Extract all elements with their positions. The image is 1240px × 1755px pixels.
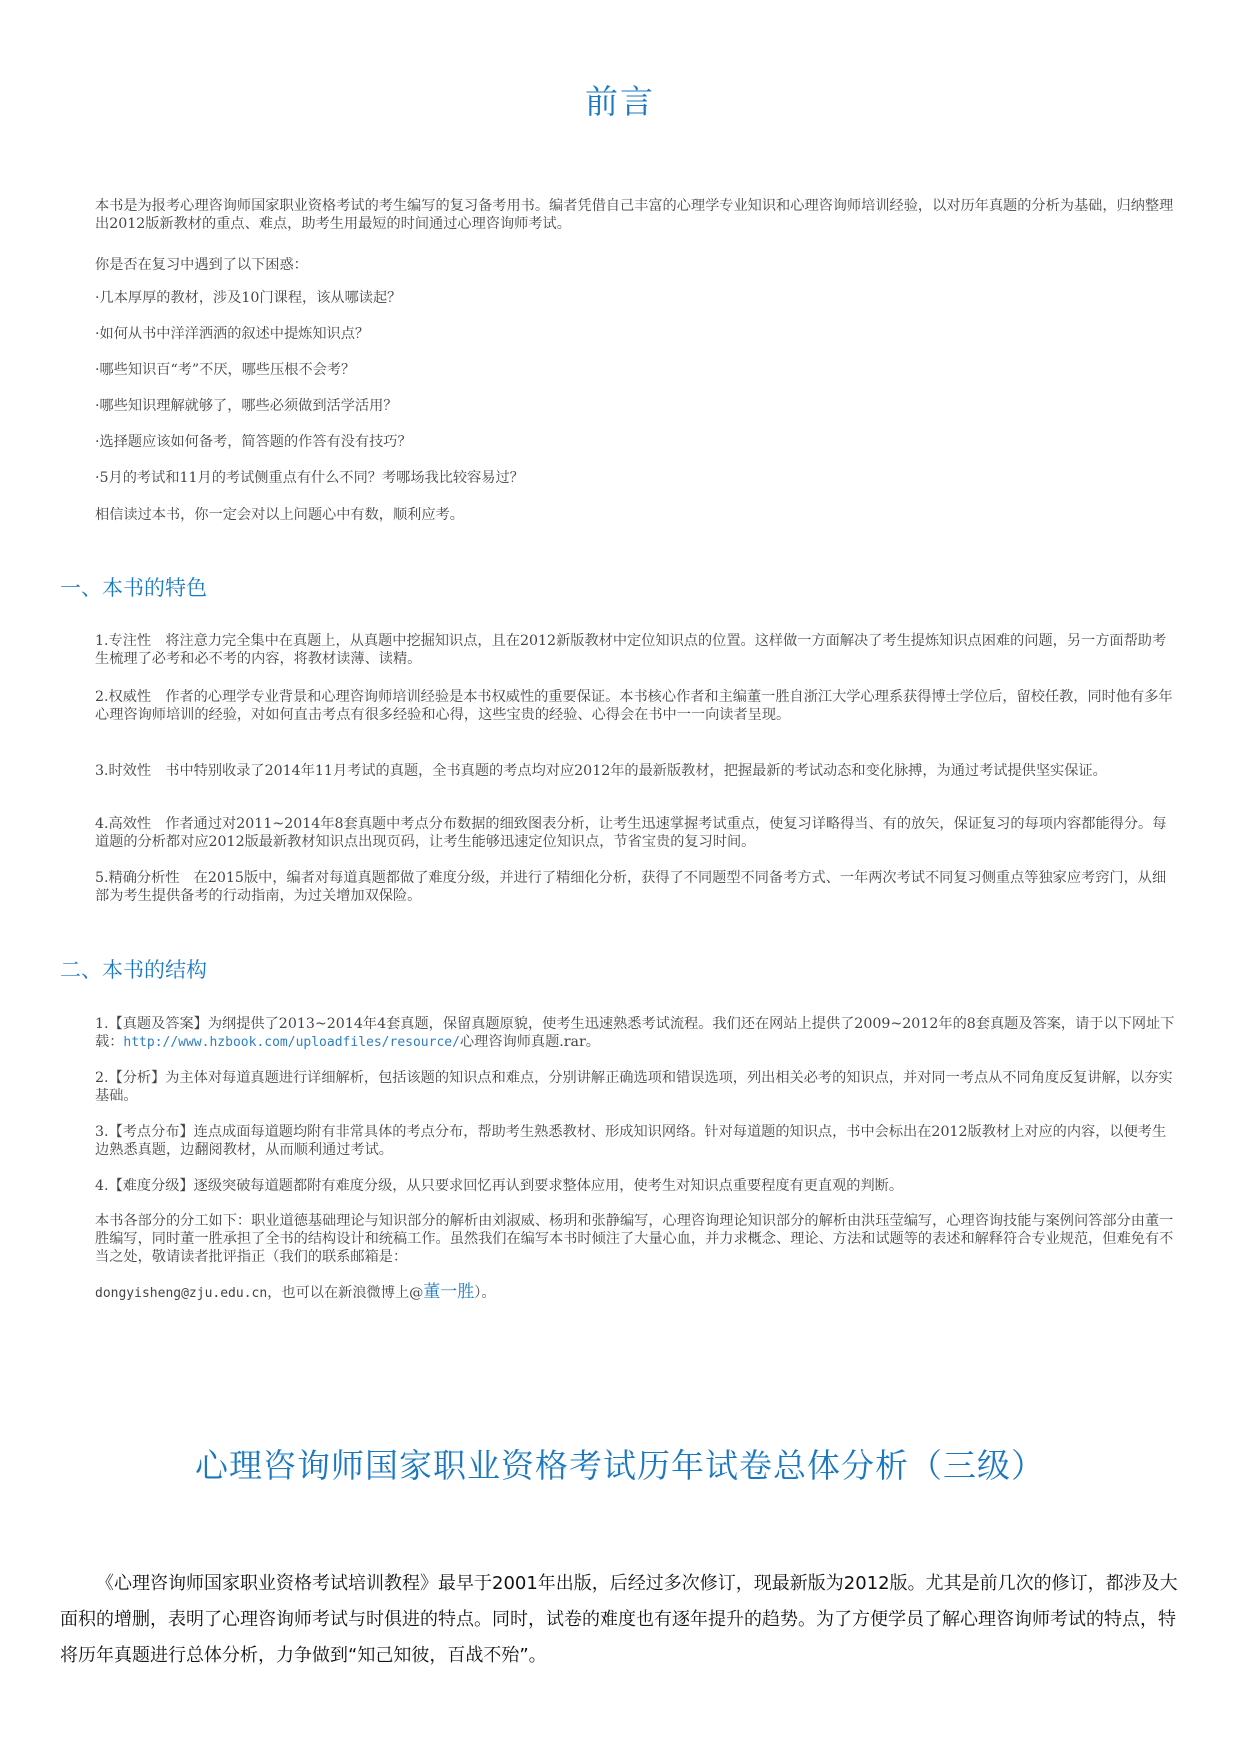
question-item: ·选择题应该如何备考，简答题的作答有没有技巧？ [95, 434, 412, 450]
preface-closing: 相信读过本书，你一定会对以上问题心中有数，顺利应考。 [95, 507, 464, 523]
structure-item-1-text: 1.【真题及答案】为纲提供了2013~2014年4套真题，保留真题原貌，使考生迅速熟悉考试流程。我们还在网站上提供了2009~2012年的8套真题及答案，请于以下网址下载： [95, 1016, 1175, 1050]
question-item: ·如何从书中洋洋洒洒的叙述中提炼知识点？ [95, 326, 370, 342]
division-paragraph: 本书各部分的分工如下：职业道德基础理论与知识部分的解析由刘淑威、杨玥和张静编写，心理咨询理论知识部分的解析由洪珏莹编写，心理咨询技能与案例问答部分由董一胜编写，同时董一胜承担了全书的结构设计和统稿工作。虽然我们在编写本书时倾注了大量心血，并力求概念、理论、方法和试题等的表述和解释符合专业规范，但难免有不当之处，敬请读者批评指正（我们的联系邮箱是： [95, 1213, 1174, 1265]
preface-title: 前言 [585, 82, 655, 121]
structure-heading: 二、本书的结构 [60, 958, 207, 982]
structure-item-1-file: 心理咨询师真题.rar。 [459, 1034, 600, 1050]
feature-item: 4.高效性 作者通过对2011~2014年8套真题中考点分布数据的细致图表分析，让考生迅速掌握考试重点，使复习详略得当、有的放矢，保证复习的每项内容都能得分。每道题的分析都对应2012版最新教材知识点出现页码，让考生能够迅速定位知识点，节省宝贵的复习时间。 [95, 816, 1167, 850]
preface-intro: 本书是为报考心理咨询师国家职业资格考试的考生编写的复习备考用书。编者凭借自己丰富的心理学专业知识和心理咨询师培训经验，以对历年真题的分析为基础，归纳整理出2012版新教材的重点、难点，助考生用最短的时间通过心理咨询师考试。 [95, 198, 1174, 232]
question-item: ·哪些知识理解就够了，哪些必须做到活学活用？ [95, 398, 398, 414]
weibo-handle[interactable]: 董一胜 [423, 1282, 475, 1302]
contact-email[interactable]: dongyisheng@zju.edu.cn [95, 1286, 268, 1301]
structure-item-1 [95, 1015, 1175, 1052]
question-item: ·5月的考试和11月的考试侧重点有什么不同？考哪场我比较容易过？ [95, 470, 524, 486]
analysis-title: 心理咨询师国家职业资格考试历年试卷总体分析（三级） [195, 1446, 1045, 1485]
structure-item: 2.【分析】为主体对每道真题进行详细解析，包括该题的知识点和难点，分别讲解正确选项和错误选项，列出相关必考的知识点，并对同一考点从不同角度反复讲解，以夯实基础。 [95, 1070, 1173, 1104]
feature-item: 3.时效性 书中特别收录了2014年11月考试的真题，全书真题的考点均对应2012年的最新版教材，把握最新的考试动态和变化脉搏，为通过考试提供坚实保证。 [95, 763, 1107, 779]
feature-item: 1.专注性 将注意力完全集中在真题上，从真题中挖掘知识点，且在2012新版教材中定位知识点的位置。这样做一方面解决了考生提炼知识点困难的问题，另一方面帮助考生梳理了必考和必不考的内容，将教材读薄、读精。 [95, 633, 1167, 667]
structure-item: 3.【考点分布】连点成面每道题均附有非常具体的考点分布，帮助考生熟悉教材、形成知识网络。针对每道题的知识点，书中会标出在2012版教材上对应的内容，以便考生边熟悉真题，边翻阅教材，从而顺利通过考试。 [95, 1124, 1167, 1158]
question-lead: 你是否在复习中遇到了以下困惑： [95, 257, 308, 273]
question-item: ·几本厚厚的教材，涉及10门课程，该从哪读起？ [95, 290, 402, 306]
download-link[interactable]: http://www.hzbook.com/uploadfiles/resource/ [123, 1035, 460, 1050]
feature-item: 2.权威性 作者的心理学专业背景和心理咨询师培训经验是本书权威性的重要保证。本书核心作者和主编董一胜自浙江大学心理系获得博士学位后，留校任教，同时他有多年心理咨询师培训的经验，对如何直击考点有很多经验和心得，这些宝贵的经验、心得会在书中一一向读者呈现。 [95, 689, 1173, 723]
weibo-text: ，也可以在新浪微博上@ [267, 1285, 424, 1301]
features-heading: 一、本书的特色 [60, 576, 207, 600]
feature-item: 5.精确分析性 在2015版中，编者对每道真题都做了难度分级，并进行了精细化分析，获得了不同题型不同备考方式、一年两次考试不同复习侧重点等独家应考窍门，从细部为考生提供备考的行动指南，为过关增加双保险。 [95, 870, 1167, 904]
question-item: ·哪些知识百“考”不厌，哪些压根不会考？ [95, 362, 356, 378]
structure-item: 4.【难度分级】逐级突破每道题都附有难度分级，从只要求回忆再认到要求整体应用，使考生对知识点重要程度有更直观的判断。 [95, 1178, 904, 1194]
contact-end: ）。 [474, 1285, 496, 1301]
analysis-paragraph: 《心理咨询师国家职业资格考试培训教程》最早于2001年出版，后经过多次修订，现最新版为2012版。尤其是前几次的修订，都涉及大面积的增删，表明了心理咨询师考试与时俱进的特点。同时，试卷的难度也有逐年提升的趋势。为了方便学员了解心理咨询师考试的特点，特将历年真题进行总体分析，力争做到“知己知彼，百战不殆”。 [60, 1573, 1178, 1666]
contact-line [95, 1283, 1175, 1303]
